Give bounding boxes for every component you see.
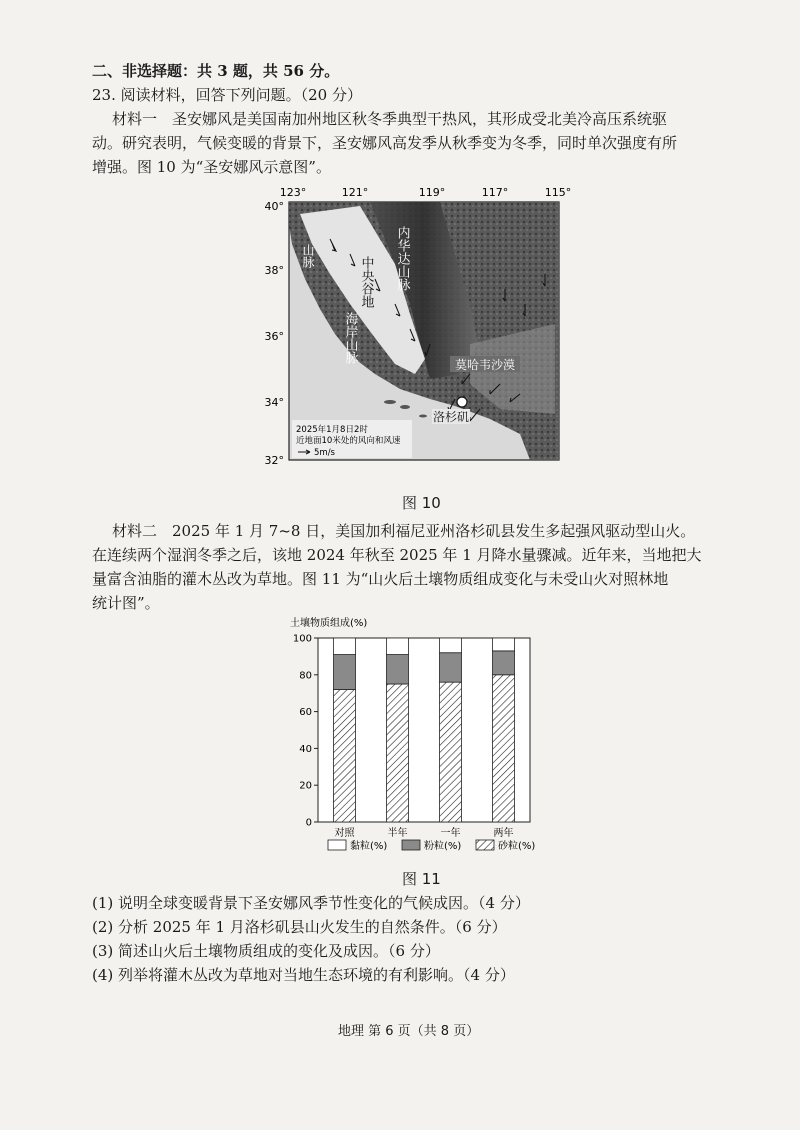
label-coast-range: 海岸山脉 — [342, 312, 358, 364]
legend-speed: 5m/s — [314, 448, 335, 458]
label-los-angeles: 洛杉矶 — [432, 410, 470, 424]
question-23-heading: 23. 阅读材料，回答下列问题。（20 分） — [92, 86, 362, 104]
channel-island — [419, 415, 427, 418]
bar-segment — [493, 651, 515, 675]
legend-label: 黏粒(%) — [350, 841, 388, 852]
lon-label-119: 119° — [418, 186, 446, 199]
lon-label-115: 115° — [544, 186, 572, 199]
bar-segment — [493, 638, 515, 651]
lat-label-34: 34° — [264, 396, 284, 409]
lon-label-123: 123° — [279, 186, 307, 199]
legend-label: 砂粒(%) — [498, 841, 536, 852]
figure11-chart — [0, 612, 800, 862]
bar-segment — [440, 682, 462, 822]
legend-swatch — [402, 840, 420, 850]
page-footer: 地理 第 6 页（共 8 页） — [338, 1024, 480, 1039]
bar-segment — [440, 638, 462, 653]
y-tick-label: 20 — [299, 780, 312, 792]
x-tick-label: 两年 — [493, 828, 514, 839]
label-mountain-left: 山脉 — [301, 244, 315, 268]
longitude-labels — [280, 186, 572, 199]
y-tick-label: 60 — [299, 707, 312, 719]
lat-label-38: 38° — [264, 264, 284, 277]
y-tick-label: 40 — [299, 743, 312, 755]
lat-label-40: 40° — [264, 200, 284, 213]
label-central-valley: 中央谷地 — [358, 256, 374, 308]
legend-swatch — [476, 840, 494, 850]
figure11-caption: 图 11 — [402, 870, 441, 888]
material1-line3: 增强。图 10 为“圣安娜风示意图”。 — [92, 158, 331, 176]
chart-ylabel: 土壤物质组成(%) — [290, 618, 368, 629]
figure10-caption: 图 10 — [402, 494, 441, 512]
y-tick-label: 0 — [305, 817, 312, 829]
lon-label-121: 121° — [341, 186, 369, 199]
channel-island — [400, 405, 410, 409]
y-axis-ticks — [293, 634, 318, 829]
bar-segment — [493, 675, 515, 822]
material2-line2: 在连续两个湿润冬季之后，该地 2024 年秋至 2025 年 1 月降水量骤减。近年来，当地把大 — [92, 546, 702, 564]
bar-segment — [387, 638, 409, 655]
legend-swatch — [328, 840, 346, 850]
lon-label-117: 117° — [481, 186, 509, 199]
figure10-map — [0, 184, 800, 474]
x-tick-label: 半年 — [387, 828, 408, 839]
label-sierra-nevada: 内华达山脉 — [394, 226, 410, 291]
bar-segment — [387, 684, 409, 822]
material1-line1: 材料一 圣安娜风是美国南加州地区秋冬季典型干热风，其形成受北美冷高压系统驱 — [112, 110, 668, 128]
question-1: (1) 说明全球变暖背景下圣安娜风季节性变化的气候成因。（4 分） — [92, 894, 530, 912]
question-4: (4) 列举将灌木丛改为草地对当地生态环境的有利影响。（4 分） — [92, 966, 515, 984]
material2-line1: 材料二 2025 年 1 月 7~8 日，美国加利福尼亚州洛杉矶县发生多起强风驱动型山火。 — [112, 522, 696, 540]
lat-label-32: 32° — [264, 454, 284, 467]
x-tick-label: 一年 — [440, 828, 461, 839]
bar-segment — [334, 638, 356, 655]
section-title: 二、非选择题：共 3 题，共 56 分。 — [92, 62, 340, 80]
bar-segment — [387, 655, 409, 684]
material1-line2: 动。研究表明，气候变暖的背景下，圣安娜风高发季从秋季变为冬季，同时单次强度有所 — [92, 134, 678, 152]
question-2: (2) 分析 2025 年 1 月洛杉矶县山火发生的自然条件。（6 分） — [92, 918, 507, 936]
y-tick-label: 100 — [292, 633, 312, 645]
y-tick-label: 80 — [299, 670, 312, 682]
lat-label-36: 36° — [264, 330, 284, 343]
channel-island — [384, 400, 396, 404]
chart-legend — [328, 839, 535, 852]
latitude-labels — [265, 200, 285, 467]
label-mojave-desert: 莫哈韦沙漠 — [454, 358, 516, 372]
bar-segment — [334, 690, 356, 822]
material2-line3: 量富含油脂的灌木丛改为草地。图 11 为“山火后土壤物质组成变化与未受山火对照林地 — [92, 570, 669, 588]
x-axis-labels — [335, 826, 514, 839]
map-legend — [292, 420, 412, 458]
x-tick-label: 对照 — [334, 828, 355, 839]
legend-description: 近地面10米处的风向和风速 — [296, 436, 401, 446]
material2-line4: 统计图”。 — [92, 594, 160, 612]
legend-label: 粉粒(%) — [424, 841, 462, 852]
bar-segment — [334, 655, 356, 690]
bar-segment — [440, 653, 462, 682]
city-marker — [457, 397, 467, 407]
question-3: (3) 简述山火后土壤物质组成的变化及成因。（6 分） — [92, 942, 440, 960]
legend-date: 2025年1月8日2时 — [296, 425, 368, 435]
